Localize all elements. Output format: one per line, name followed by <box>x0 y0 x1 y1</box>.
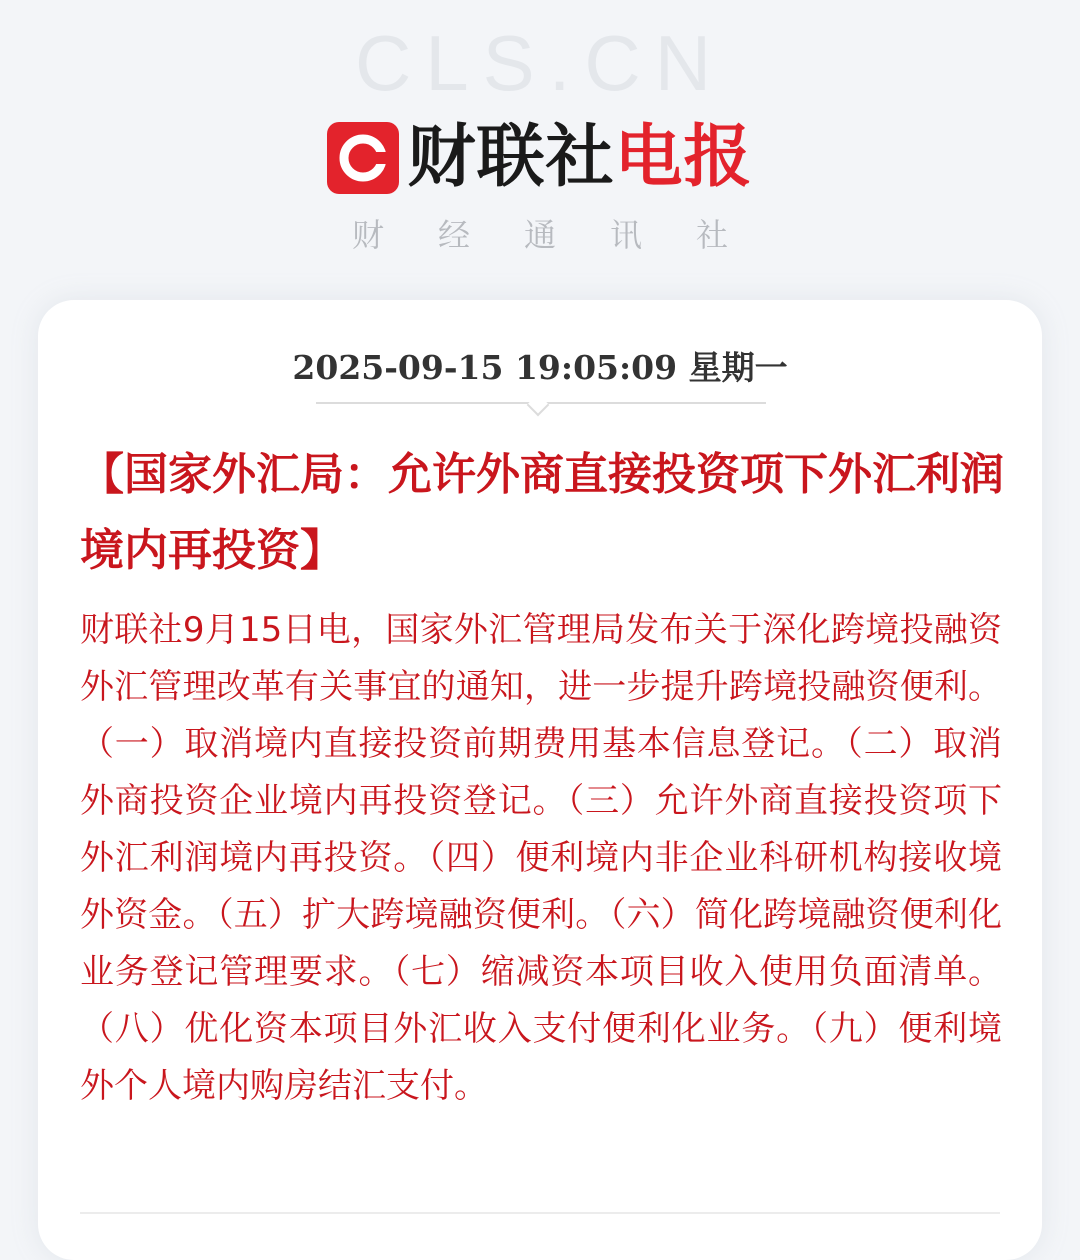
tagline <box>0 210 1080 256</box>
brand-name: 财联社 <box>407 118 615 197</box>
tagline-char: 社 <box>696 216 729 254</box>
cls-logo-icon <box>327 122 399 194</box>
brand-accent: 电报 <box>614 118 753 197</box>
article-body: 财联社9月15日电，国家外汇管理局发布关于深化跨境投融资外汇管理改革有关事宜的通知，进一步提升跨境投融资便利。（一）取消境内直接投资前期费用基本信息登记。（二）取消外商投资企业境内再投资登记。（三）允许外商直接投资项下外汇利润境内再投资。（四）便利境内非企业科研机构接收境外资金。（五）扩大跨境融资便利。（六）简化跨境融资便利化业务登记管理要求。（七）缩减资本项目收入使用负面清单。（八）优化资本项目外汇收入支付便利化业务。（九）便利境外个人境内购房结汇支付。 <box>80 610 1002 1106</box>
tagline-char: 财 <box>351 216 384 254</box>
bottom-divider <box>80 1212 1000 1214</box>
tagline-char: 通 <box>523 216 556 254</box>
article-datetime: 2025-09-15 19:05:09 星期一 <box>292 348 788 387</box>
tagline-char: 讯 <box>610 216 643 254</box>
watermark-text: CLS.CN <box>354 19 726 107</box>
brand-logo <box>0 118 1080 198</box>
tagline-char: 经 <box>437 216 470 254</box>
article-headline: 【国家外汇局：允许外商直接投资项下外汇利润境内再投资】 <box>80 449 1004 576</box>
